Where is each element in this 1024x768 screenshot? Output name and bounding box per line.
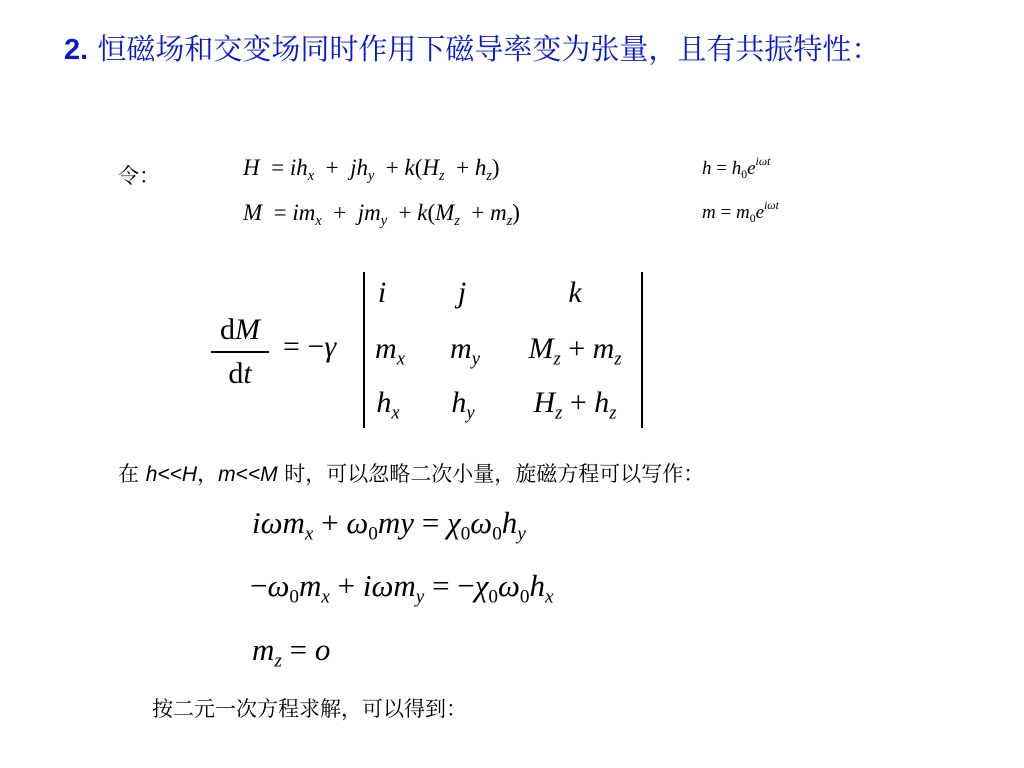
cell-j: j xyxy=(457,276,467,309)
condition-suffix: 时，可以忽略二次小量，旋磁方程可以写作： xyxy=(277,462,705,486)
fraction-bar xyxy=(211,351,269,353)
cell-mx: $m_x$ xyxy=(375,332,405,370)
footer-text: 按二元一次方程求解，可以得到： xyxy=(152,697,467,721)
determinant-grid xyxy=(370,268,640,433)
eq-M-definition: $M = im_x + jm_y + k(M_z + m_z)$ xyxy=(243,200,520,229)
determinant-equation xyxy=(205,268,665,433)
eq-H-definition: $H = ih_x + jh_y + k(H_z + h_z)$ xyxy=(243,155,500,184)
title-text: 恒磁场和交变场同时作用下磁导率变为张量，且有共振特性： xyxy=(97,32,881,66)
derivative-numerator: dM xyxy=(220,313,260,346)
cell-Hz-hz: $H_z + h_z$ xyxy=(533,386,617,424)
cell-hy: $h_y$ xyxy=(451,386,475,424)
let-label: 令： xyxy=(118,164,160,188)
derivative-denominator: dt xyxy=(228,357,252,390)
determinant-left-bar xyxy=(363,272,365,428)
cell-k: k xyxy=(568,276,582,309)
condition-m: m<<M xyxy=(218,463,278,486)
title-number: 2. xyxy=(64,34,89,66)
equation-3: $m_z = o$ xyxy=(252,632,331,672)
condition-line xyxy=(118,458,704,488)
condition-sep: ， xyxy=(197,462,219,486)
determinant-right-bar xyxy=(641,272,643,428)
condition-h: h<<H xyxy=(145,463,198,486)
slide-title xyxy=(64,30,974,69)
eq-m-time: $m = m_0e^{i\omega t}$ xyxy=(702,199,779,225)
cell-Mz-mz: $M_z + m_z$ xyxy=(528,332,622,370)
equals-minus-gamma: = −γ xyxy=(283,330,337,363)
cell-my: $m_y$ xyxy=(450,332,480,370)
cell-hx: $h_x$ xyxy=(376,386,400,424)
equation-2: $-\omega_0m_x + i\omega m_y = -\chi_0\omega_0h_x$ xyxy=(250,568,554,608)
equation-1: $i\omega m_x + \omega_0my = \chi_0\omega_0h_y$ xyxy=(252,505,526,545)
derivative-fraction xyxy=(205,311,275,393)
eq-h-time: $h = h_0e^{i\omega t}$ xyxy=(702,155,771,181)
condition-prefix: 在 xyxy=(118,462,146,486)
cell-i: i xyxy=(377,276,387,309)
